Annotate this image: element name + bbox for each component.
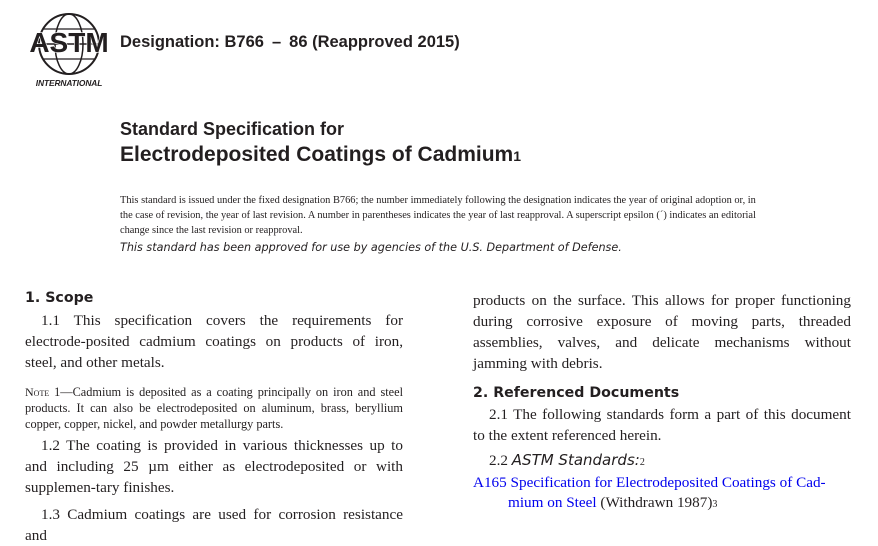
paragraph-2-1: 2.1 The following standards form a part of this document to the extent referenced herein.	[473, 406, 851, 444]
title-footnote[interactable]: 1	[513, 148, 522, 164]
designation-dash: –	[271, 33, 282, 51]
reference-footnote[interactable]: 3	[712, 499, 718, 510]
astm-standards-title: ASTM Standards:	[511, 451, 640, 469]
scope-heading: 1. Scope	[25, 290, 94, 306]
issued-statement: This standard is issued under the fixed designation B766; the number immediately following the designation indicates the year of original adoption or, in the case of revision, the year of last revision. A number in parentheses indicates the year of last reapproval. A superscript epsilon (´) indicates an editorial change since the last revision or reapproval.	[120, 195, 756, 236]
note-1	[25, 384, 403, 432]
paragraph-2-2-label: 2.2	[489, 452, 512, 469]
paragraph-1-1: 1.1 This specification covers the requirements for electrode-posited cadmium coatings on products of iron, steel, and other metals.	[25, 312, 403, 371]
paragraph-2-2	[473, 450, 851, 473]
title-line2	[120, 143, 521, 167]
referenced-documents-heading: 2. Referenced Documents	[473, 385, 680, 401]
title-main: Electrodeposited Coatings of Cadmium	[120, 143, 514, 166]
designation	[120, 33, 460, 52]
reference-code-link[interactable]: A165	[473, 474, 507, 491]
logo-org-text: INTERNATIONAL	[35, 78, 103, 88]
reference-a165	[473, 473, 851, 515]
designation-year: 86 (Reapproved 2015)	[289, 33, 460, 51]
scope-continued: products on the surface. This allows for proper functioning during corrosive exposure of moving parts, threaded assemblies, valves, and delicate mechanisms without jamming with debris.	[473, 292, 851, 372]
astm-globe-icon	[26, 8, 112, 80]
astm-logo	[26, 8, 112, 92]
note-label: Note	[25, 385, 50, 399]
left-column	[25, 290, 403, 546]
reference-status: (Withdrawn 1987)	[596, 494, 713, 511]
logo-letters: ASTM	[29, 27, 109, 58]
paragraph-1-3: 1.3 Cadmium coatings are used for corrosion resistance and	[25, 506, 403, 544]
paragraph-1-2: 1.2 The coating is provided in various thicknesses up to and including 25 µm either as electrodeposited or with supplemen-tary finishes.	[25, 437, 403, 496]
dod-statement: This standard has been approved for use by agencies of the U.S. Department of Defense.	[120, 241, 622, 254]
designation-label: Designation: B766	[120, 33, 264, 51]
title-line1: Standard Specification for	[120, 119, 345, 139]
right-column	[473, 290, 851, 515]
astm-standards-footnote[interactable]: 2	[639, 457, 645, 468]
reference-title-link[interactable]: Specification for Electrodeposited Coatings of Cad-mium on Steel	[508, 474, 826, 511]
note-text: 1—Cadmium is deposited as a coating principally on iron and steel products. It can also be electrodeposited on aluminum, brass, beryllium copper, copper, nickel, and powder metallurgy parts.	[25, 385, 403, 431]
